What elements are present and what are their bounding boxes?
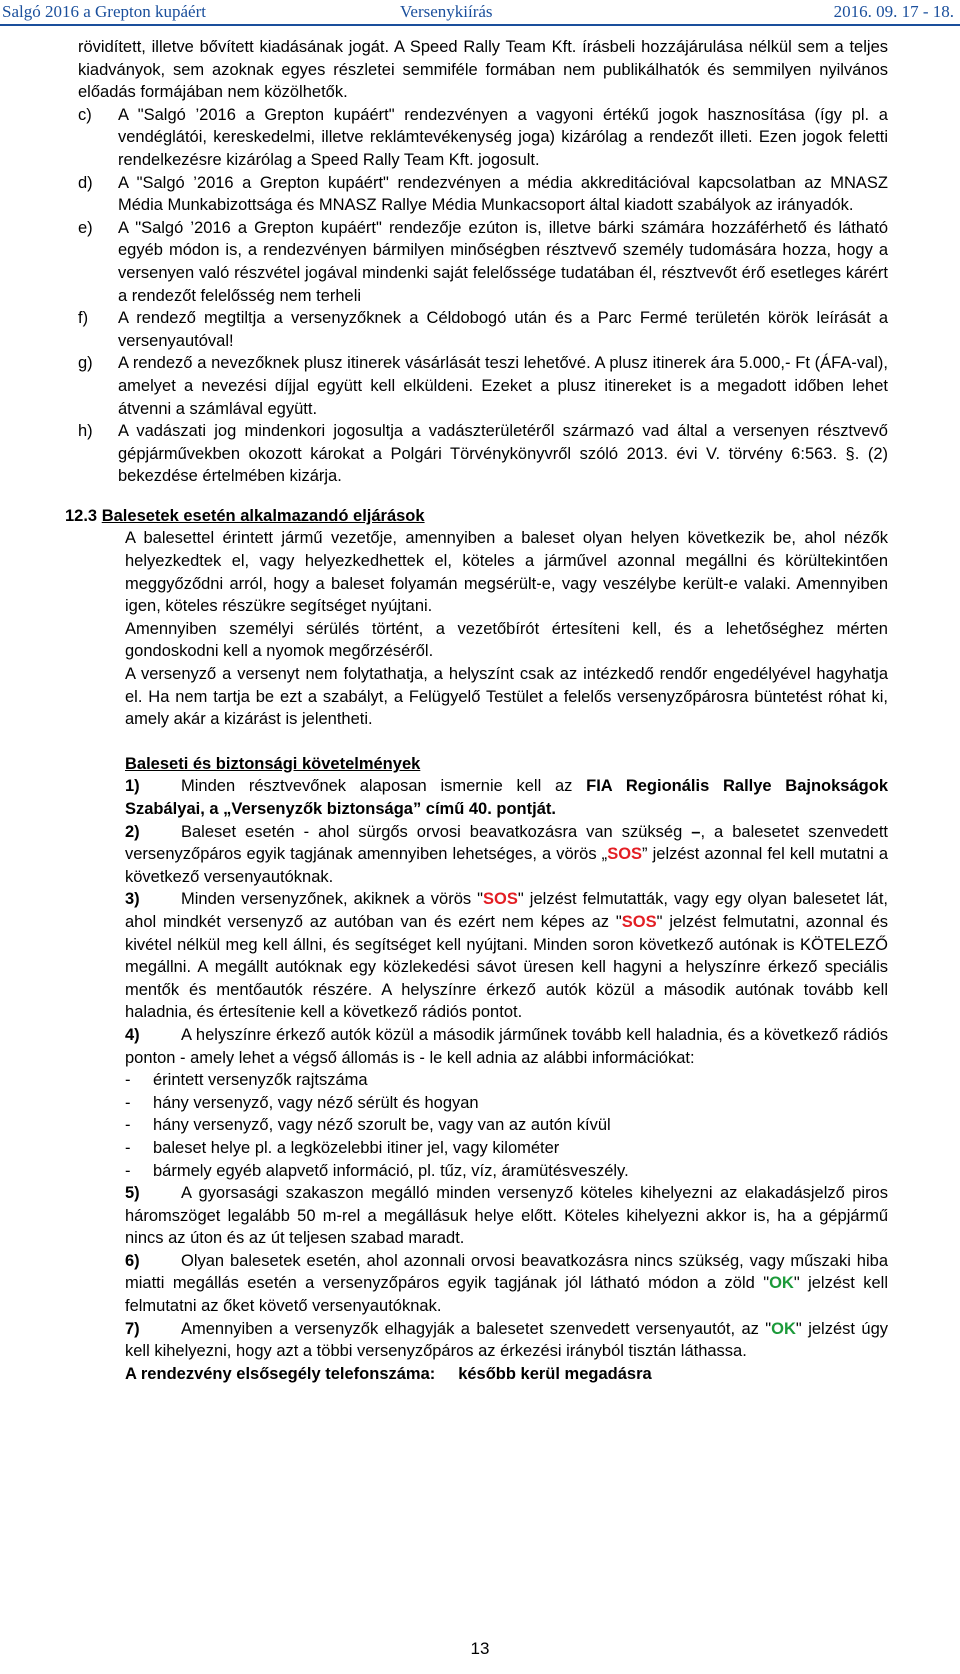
list-item-f — [78, 307, 888, 352]
ok-signal: OK — [769, 1274, 794, 1293]
list-text: A "Salgó ’2016 a Grepton kupáért" rendezvényen a vagyoni értékű jogok hasznosítása (így pl. a vendéglátói, kereskedelmi, illetve reklámtevékenység joga) kizárólag a rendezőt illeti. Ezen jogok feletti rendelkezésre kizárólag a Speed Rally Team Kft. jogosult. — [118, 105, 888, 169]
rule-number: 2) — [125, 822, 140, 841]
header-event-title: Salgó 2016 a Grepton kupáért — [2, 2, 206, 21]
phone-value: később kerül megadásra — [458, 1364, 652, 1383]
dash-marker: - — [125, 1138, 131, 1157]
list-label: e) — [78, 218, 93, 237]
rule-text: Baleset esetén - ahol sürgős orvosi beavatkozásra van szükség — [181, 822, 683, 841]
rule-number: 5) — [125, 1184, 140, 1203]
ok-signal: OK — [771, 1319, 796, 1338]
list-text: A rendező a nevezőknek plusz itinerek vásárlását teszi lehetővé. A plusz itinerek ára 5.000,- Ft (ÁFA-val), amelyet a nevezési díjjal együtt kell elküldeni. Ezeket a plusz itinereket is a megadott időben lehet átvenni a számlával együtt. — [118, 354, 888, 418]
list-label: c) — [78, 105, 92, 124]
list-label: f) — [78, 309, 89, 328]
rule-6 — [125, 1250, 888, 1318]
rule-text: " jelzést úgy kell kihelyezni, hogy azt a többi versenyzőpáros az érkezési irányból tisztán láthassa. — [125, 1319, 888, 1361]
rule-text: , a balesetet szenvedett versenyzőpáros egyik tagjának amennyiben lehetséges, a vörös „ — [125, 822, 889, 864]
section-paragraph: Amennyiben személyi sérülés történt, a vezetőbírót értesíteni kell, és a lehetőséghez mérten gondoskodni kell a nyomok megőrzéséről. — [125, 619, 888, 661]
list-item-c — [78, 104, 888, 172]
section-body — [95, 527, 888, 1385]
safety-subtitle-text: Baleseti és biztonsági követelmények — [125, 754, 421, 773]
rule-5 — [125, 1182, 888, 1250]
rule-text: Minden résztvevőnek alaposan ismernie kell az — [181, 777, 573, 796]
dash-text: érintett versenyzők rajtszáma — [153, 1071, 368, 1090]
header-date: 2016. 09. 17 - 18. — [833, 2, 954, 21]
intro-paragraph: rövidített, illetve bővített kiadásának jogát. A Speed Rally Team Kft. írásbeli hozzájárulása nélkül sem a teljes kiadványok, sem azoknak egyes részletei semmiféle formában nem publikálhatók és semmilyen nyilvános előadás formájában nem közölhetők. — [78, 38, 888, 102]
rule-7 — [125, 1318, 888, 1363]
rule-3 — [125, 888, 888, 1024]
list-item-g — [78, 352, 888, 420]
sos-signal: SOS — [607, 845, 643, 864]
phone-label: A rendezvény elsősegély telefonszáma: — [125, 1364, 436, 1383]
dash-text: hány versenyző, vagy néző sérült és hogyan — [153, 1093, 479, 1112]
list-label: g) — [78, 354, 93, 373]
dash-item — [125, 1092, 888, 1115]
rule-number: 3) — [125, 890, 140, 909]
section-heading — [65, 505, 888, 528]
list-item-h — [78, 420, 888, 488]
rule-emphasis: FIA Regionális Rallye Bajnokságok Szabályai, a „Versenyzők biztonsága” című 40. pontját. — [125, 777, 888, 818]
dash-text: baleset helye pl. a legközelebbi itiner jel, vagy kilométer — [153, 1138, 560, 1157]
list-text: A vadászati jog mindenkori jogosultja a vadászterületéről származó vad által a versenyen résztvevő gépjárművekben okozott károkat a Polgári Törvénykönyvről szóló 2013. évi V. törvény 6:563. §. (2) bekezdése értelmében kizárja. — [118, 422, 888, 486]
page-number: 13 — [470, 1639, 490, 1658]
dash-item — [125, 1114, 888, 1137]
rule-number: 7) — [125, 1319, 140, 1338]
list-label: h) — [78, 422, 93, 441]
dash-item — [125, 1137, 888, 1160]
rule-2 — [125, 821, 888, 889]
rule-number: 6) — [125, 1251, 140, 1270]
dash-item — [125, 1160, 888, 1183]
list-text: A "Salgó ’2016 a Grepton kupáért" rendezvényen a média akkreditációval kapcsolatban az MNASZ Média Munkabizottsága és MNASZ Rallye Média Munkacsoport által kiadott szabályok az irányadók. — [118, 173, 888, 215]
rule-text: " jelzést felmutatták, vagy egy olyan balesetet lát, ahol mindkét versenyző az autóban van és ezért nem képes az " — [125, 890, 888, 931]
rule-1 — [125, 775, 888, 820]
header-rule — [0, 24, 960, 26]
section-12-3 — [65, 505, 889, 1386]
dash-marker: - — [125, 1161, 131, 1180]
section-paragraph: A balesettel érintett jármű vezetője, amennyiben a baleset olyan helyen következik be, ahol nézők helyezkedtek el, vagy helyezkedhettek el, köteles a járművel azonnal megállni és körültekintően meggyőződni arról, hogy a baleset folyamán megsérült-e, vagy veszélybe került-e valaki. Amennyiben igen, köteles részükre segítséget nyújtani. — [125, 529, 888, 616]
rule-4 — [125, 1024, 888, 1069]
sos-signal: SOS — [483, 890, 518, 909]
rule-text: Minden versenyzőnek, akiknek a vörös " — [181, 890, 484, 909]
dash-marker: - — [125, 1093, 131, 1112]
list-text: A rendező megtiltja a versenyzőknek a Céldobogó után és a Parc Fermé területén körök leírását a versenyautóval! — [118, 309, 888, 350]
first-aid-phone — [125, 1363, 888, 1386]
rule-text: Olyan balesetek esetén, ahol azonnali orvosi beavatkozásra nincs szükség, vagy műszaki hiba miatti megállás esetén a versenyzőpáros egyik tagjának jól látható módon a zöld " — [125, 1251, 888, 1293]
rule-text: ” jelzést azonnal fel kell mutatni a következő versenyautóknak. — [125, 845, 888, 886]
document-body — [65, 36, 889, 1385]
rule-text: Amennyiben a versenyzők elhagyják a balesetet szenvedett versenyautót, az " — [181, 1319, 772, 1338]
list-item-e — [78, 217, 888, 307]
header-document-type: Versenykiírás — [400, 2, 493, 21]
section-title: Balesetek esetén alkalmazandó eljárások — [101, 506, 425, 525]
section-paragraph: A versenyző a versenyt nem folytathatja, a helyszínt csak az intézkedő rendőr engedélyével hagyhatja el. Ha nem tartja be ezt a szabályt, a Felügyelő Testület a felelős versenyzőpárosra büntetést róhat ki, amely akár a kizárást is jelentheti. — [125, 665, 888, 729]
list-text: A "Salgó ’2016 a Grepton kupáért" rendezője ezúton is, illetve bárki számára hozzáférhető és látható egyéb módon is, a rendezvényen bármilyen minőségben résztvevő személy tudomására hozza, hogy a versenyen való részvétel jogával mindenki saját felelőssége tudatában él, résztvevőt érő esetleges kárért a rendezőt felelősség nem terheli — [118, 218, 888, 305]
dash-item — [125, 1069, 888, 1092]
safety-subtitle — [125, 753, 888, 776]
rule-number: 4) — [125, 1025, 140, 1044]
page-header — [0, 0, 960, 24]
rule-text: A helyszínre érkező autók közül a második járműnek tovább kell haladnia, és a következő rádiós ponton - amely lehet a végső állomás is - le kell adnia az alábbi információkat: — [125, 1025, 888, 1067]
dash-text: hány versenyző, vagy néző szorult be, vagy van az autón kívül — [153, 1116, 611, 1135]
dash-marker: - — [125, 1116, 131, 1135]
list-label: d) — [78, 173, 93, 192]
list-item-d — [78, 172, 888, 217]
rule-text: " jelzést kell felmutatni az őket követő versenyautóknak. — [125, 1274, 888, 1316]
dash-text: bármely egyéb alapvető információ, pl. tűz, víz, áramütésveszély. — [153, 1161, 629, 1180]
section-number: 12.3 — [65, 506, 98, 525]
dash-marker: - — [125, 1071, 131, 1090]
rule-number: 1) — [125, 777, 140, 796]
rule-text: " jelzést felmutatni, azonnal és kivétel nélkül meg kell állni, és segítséget kell nyújtani. Minden soron következő autónak is KÖTELEZŐ megállni. A megállt autóknak egy közlekedési sávot üresen kell hagyni a helyszínre érkező speciális mentők és mentőautók részére. A helyszínre érkező autók közül a második autónak tovább kell haladnia, és értesítenie kell a következő rádiós pontot. — [125, 912, 888, 1022]
rule-text: A gyorsasági szakaszon megálló minden versenyző köteles kihelyezni az elakadásjelző piros háromszöget legalább 50 m-rel a megállásuk helye előtt. Köteles kihelyezni akkor is, ha a gépjármű nincs az úton és az út teljesen szabad maradt. — [125, 1184, 888, 1248]
sos-signal: SOS — [621, 912, 657, 931]
rule-dash: – — [691, 822, 701, 841]
